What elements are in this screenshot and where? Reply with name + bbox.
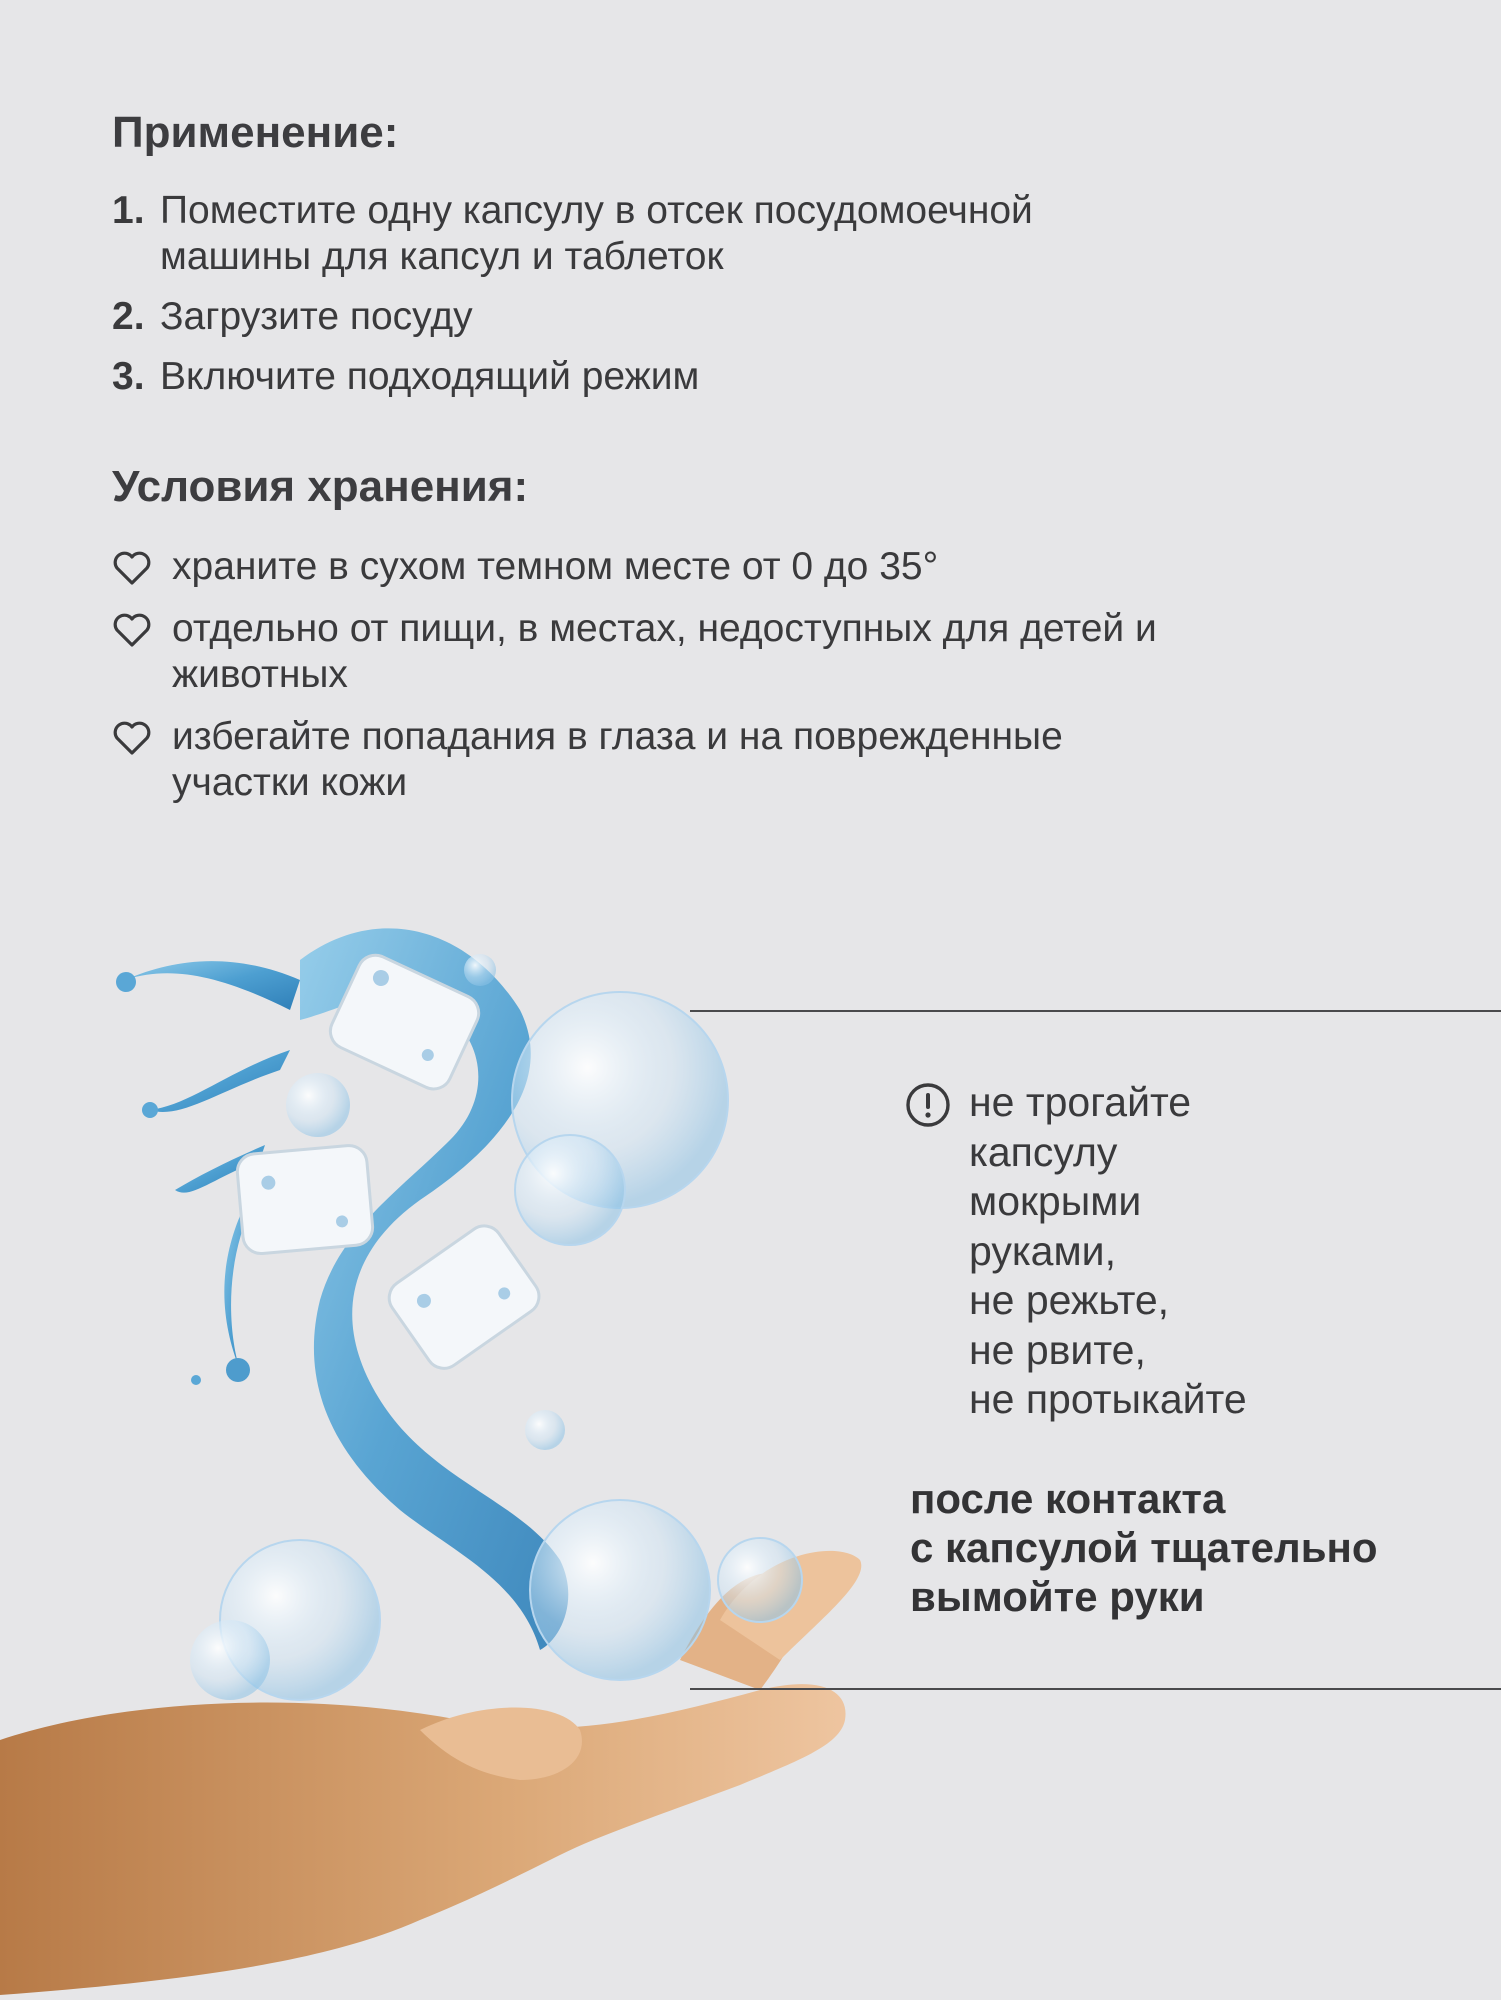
- storage-item-text: храните в сухом темном месте от 0 до 35°: [172, 545, 939, 588]
- step-text: Загрузите посуду: [160, 295, 473, 338]
- storage-item: [112, 714, 1262, 806]
- warning-line: мокрыми: [969, 1178, 1142, 1224]
- after-contact-line: вымойте руки: [910, 1573, 1205, 1620]
- usage-title: Применение:: [112, 108, 399, 157]
- warning-block: [905, 1078, 1247, 1425]
- storage-list: [112, 544, 1262, 822]
- usage-step: [112, 188, 1212, 280]
- usage-steps: [112, 188, 1212, 414]
- warning-line: не протыкайте: [969, 1376, 1247, 1422]
- heart-icon: [112, 714, 172, 806]
- exclamation-circle-icon: [905, 1078, 969, 1425]
- after-contact-text: [910, 1474, 1378, 1621]
- usage-step: [112, 294, 1212, 340]
- step-number: 2.: [112, 295, 145, 338]
- warning-line: руками,: [969, 1227, 1116, 1274]
- after-contact-line: после контакта: [910, 1475, 1226, 1522]
- divider-bottom: [690, 1688, 1501, 1690]
- heart-icon: [112, 544, 172, 590]
- warning-line: не рвите,: [969, 1326, 1146, 1373]
- divider-top: [690, 1010, 1501, 1012]
- warning-line: не режьте,: [969, 1277, 1170, 1323]
- warning-line: капсулу: [969, 1128, 1118, 1175]
- heart-icon: [112, 606, 172, 698]
- step-number: 1.: [112, 189, 145, 232]
- warning-line: не трогайте: [969, 1079, 1192, 1125]
- storage-item-text: отдельно от пищи, в местах, недоступных для детей и животных: [172, 607, 1157, 696]
- hand-water-capsules-illustration: [0, 860, 900, 2000]
- storage-item: [112, 544, 1262, 590]
- after-contact-line: с капсулой тщательно: [910, 1524, 1378, 1571]
- step-text: Поместите одну капсулу в отсек посудомоечной машины для капсул и таблеток: [160, 189, 1033, 278]
- storage-item-text: избегайте попадания в глаза и на поврежденные участки кожи: [172, 715, 1063, 804]
- usage-step: [112, 354, 1212, 400]
- warning-text: [969, 1078, 1247, 1425]
- step-text: Включите подходящий режим: [160, 355, 700, 398]
- storage-title: Условия хранения:: [112, 462, 529, 511]
- step-number: 3.: [112, 355, 145, 398]
- storage-item: [112, 606, 1262, 698]
